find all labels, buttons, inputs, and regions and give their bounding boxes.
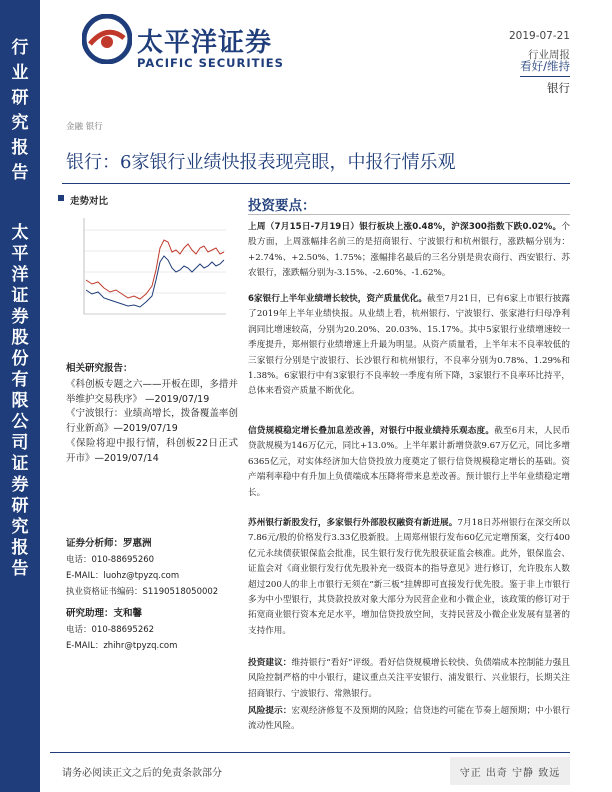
analyst-contact	[66, 536, 238, 600]
assistant-email[interactable]: E-MAIL：zhihr@tpyzq.com	[66, 641, 178, 651]
analyst-email[interactable]: E-MAIL：luohz@tpyzq.com	[66, 571, 180, 581]
sidebar-vertical-char: 告	[11, 163, 29, 183]
sidebar-vertical-char: 股	[11, 328, 29, 348]
assistant-name: 支和馨	[113, 608, 143, 619]
para-body: 维持银行“看好”评级。看好信贷规模增长较快、负债端成本控制能力强且风险控制严格的中小银行，建议重点关注平安银行、浦发银行、兴业银行，长期关注招商银行、宁波银行、常熟银行。	[248, 658, 570, 699]
para-body: 截至7月21日，已有6家上市银行披露了2019年上半年业绩快报。从业绩上看，杭州银行、宁波银行、张家港行归母净利润同比增速较高，分别为20.20%、20.03%、15.17%。其中5家银行业绩增速较一季度提升，郑州银行业绩增速上升最为明显。从资产质量看，上半年末不良率较低的三家银行分别是宁波银行、长沙银行和杭州银行，不良率分别为0.78%、1.29%和1.38%。6家银行中有3家银行不良率较一季度有所下降，3家银行不良率环比持平，总体来看资产质量不断优化。	[248, 294, 570, 397]
summary-divider	[248, 214, 570, 215]
summary-paragraph-financing	[248, 516, 570, 639]
sidebar-vertical-char: 证	[11, 454, 29, 474]
rating-badge: 看好/维持	[520, 58, 570, 77]
title-divider	[62, 183, 570, 184]
trend-chart	[66, 210, 234, 335]
sidebar-vertical-char: 份	[11, 349, 29, 369]
series-a-line	[86, 240, 224, 299]
series-b-line	[86, 256, 224, 307]
summary-paragraph-results	[248, 292, 570, 400]
summary-paragraph-credit	[248, 424, 570, 501]
sidebar-vertical-char: 券	[11, 307, 29, 327]
footer-disclaimer: 请务必阅读正文之后的免责条款部分	[62, 768, 222, 779]
sidebar-vertical-char: 告	[11, 559, 29, 579]
sidebar-vertical-char: 研	[11, 88, 29, 108]
investment-summary-heading: 投资要点：	[248, 198, 316, 214]
sidebar-vertical-char: 业	[11, 63, 29, 83]
para-lead: 风险提示：	[248, 706, 292, 716]
related-reports-section	[66, 362, 238, 467]
report-type: 行业周报	[528, 49, 570, 61]
sidebar-vertical-char: 行	[11, 38, 29, 58]
sidebar-vertical-char: 平	[11, 244, 29, 264]
sidebar-report-type-vertical	[0, 38, 40, 183]
analyst-label: 证券分析师：	[66, 538, 124, 549]
para-lead: 信贷规模稳定增长叠加息差改善，对银行中报业绩持乐观态度。	[248, 426, 495, 436]
sidebar-company-vertical	[0, 225, 40, 620]
breadcrumb: 金融 银行	[66, 122, 103, 132]
analyst-phone: 电话：010-88695260	[66, 555, 155, 565]
footer-motto: 守正 出奇 宁静 致远	[450, 757, 570, 785]
report-date: 2019-07-21	[508, 30, 570, 42]
summary-paragraph-advice	[248, 656, 570, 702]
sidebar-vertical-char: 有	[11, 370, 29, 390]
related-report-item[interactable]: 《宁波银行：业绩高增长，拨备覆盖率创行业新高》—2019/07/19	[66, 408, 238, 435]
related-report-item[interactable]: 《科创板专题之六——开板在即，多措并举维护交易秩序》 —2019/07/19	[66, 378, 238, 405]
sidebar-vertical-char: 公	[11, 412, 29, 432]
sidebar-vertical-char: 司	[11, 433, 29, 453]
assistant-contact	[66, 606, 238, 654]
para-body: 截至6月末，人民币贷款规模为146万亿元，同比+13.0%。上半年累计新增贷款9.67万亿元，同比多增6365亿元，对实体经济加大信贷投放力度奠定了银行信贷规模稳定增长的基础。资产端利率稳中有升加上负债端成本压降将带来息差改善。预计银行上半年业绩稳定增长。	[248, 426, 570, 498]
para-lead: 6家银行上半年业绩增长较快，资产质量优化。	[248, 294, 427, 304]
pacific-securities-logo-icon	[82, 14, 132, 64]
para-body: 个股方面，上周涨幅排名前三的是招商银行、宁波银行和杭州银行，涨跌幅分别为：+2.74%、+2.50%、1.75%；涨幅排名最后的三名分别是贵农商行、西安银行、苏农银行，涨跌幅分别为-3.15%、-2.60%、-1.62%。	[248, 222, 570, 279]
analyst-heading	[66, 536, 238, 552]
analyst-name: 罗惠洲	[123, 538, 152, 549]
summary-paragraph-risk	[248, 704, 570, 735]
sidebar-vertical-char: 究	[11, 113, 29, 133]
analyst-license: 执业资格证书编码：S1190518050002	[66, 587, 219, 597]
sidebar-vertical-char: 限	[11, 391, 29, 411]
sidebar-vertical-char: 研	[11, 496, 29, 516]
para-lead: 上周（7月15日-7月19日）银行板块上涨0.48%，沪深300指数下跌0.02%。	[248, 222, 562, 232]
para-body: 宏观经济修复不及预期的风险；信贷违约可能在节奏上超预期；中小银行流动性风险。	[248, 706, 570, 732]
logo-english-name: PACIFIC SECURITIES	[137, 56, 284, 70]
related-reports-heading: 相关研究报告：	[66, 363, 133, 374]
left-sidebar-bar	[0, 0, 40, 792]
summary-paragraph-weekly	[248, 220, 570, 282]
sidebar-vertical-char: 券	[11, 475, 29, 495]
trend-comparison-panel	[66, 190, 234, 335]
sidebar-vertical-char: 究	[11, 517, 29, 537]
assistant-heading	[66, 606, 238, 622]
related-reports-list	[66, 378, 238, 467]
page-title: 银行：6家银行业绩快报表现亮眼，中报行情乐观	[66, 152, 456, 173]
sector-label: 银行	[547, 81, 570, 95]
assistant-label: 研究助理：	[66, 608, 114, 619]
assistant-phone: 电话：010-88695262	[66, 625, 155, 635]
sidebar-vertical-char: 证	[11, 286, 29, 306]
trend-heading: 走势对比	[70, 193, 108, 207]
footer-divider	[50, 752, 570, 753]
sidebar-vertical-char: 报	[11, 138, 29, 158]
para-lead: 投资建议：	[248, 658, 292, 668]
chart-axes	[84, 218, 226, 314]
sidebar-vertical-char: 报	[11, 538, 29, 558]
related-report-item[interactable]: 《保险将迎中报行情，科创板22日正式开市》—2019/07/14	[66, 437, 238, 464]
logo-chinese-name: 太平洋证券	[137, 28, 273, 58]
sidebar-vertical-char: 太	[11, 223, 29, 243]
para-lead: 苏州银行新股发行，多家银行外部股权融资有新进展。	[248, 518, 458, 528]
para-body: 7月18日苏州银行在深交所以7.86元/股的价格发行3.33亿股新股。上周郑州银行发布60亿元定增预案，交行400亿元永续债获银保监会批准，民生银行发行优先股获证监会核准。此外，银保监会、证监会对《商业银行发行优先股补充一级资本的指导意见》进行修订，允许股东人数超过200人的非上市银行无须在“新三板”挂牌即可直接发行优先股。鉴于非上市银行多为中小型银行，其贷款投放对象大部分为民营企业和小微企业，该政策的修订对于拓宽商业银行资本充足水平，增加信贷投放空间，支持民营及小微企业发展有显著的支持作用。	[248, 518, 570, 636]
sidebar-vertical-char: 洋	[11, 265, 29, 285]
